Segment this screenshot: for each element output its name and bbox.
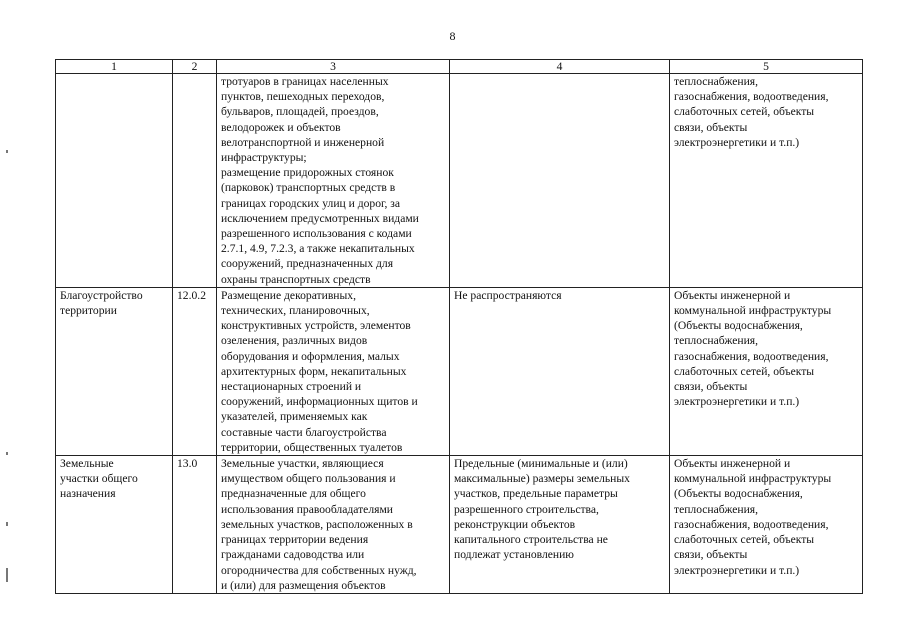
table-row — [56, 456, 863, 594]
infrastructure-cell: теплоснабжения, газоснабжения, водоотведения, слаботочных сетей, объекты связи, объекты электроэнергетики и т.п.) — [670, 74, 863, 288]
table-row — [56, 74, 863, 288]
limit-parameters-cell: Не распространяются — [450, 287, 670, 455]
use-type-code-cell: 13.0 — [173, 456, 217, 594]
limit-parameters-cell — [450, 74, 670, 288]
use-type-description-cell: Размещение декоративных, технических, планировочных, конструктивных устройств, элементов озеленения, различных видов оборудования и оформления, малых архитектурных форм, некапитальных нестационарных строений и сооружений, информационных щитов и указателей, применяемых как составные части благоустройства территории, общественных туалетов — [217, 287, 450, 455]
use-type-name-cell — [56, 74, 173, 288]
use-type-description-cell: тротуаров в границах населенных пунктов, пешеходных переходов, бульваров, площадей, проездов, велодорожек и объектов велотранспортной и инженерной инфраструктуры; размещение придорожных стоянок (парковок) транспортных средств в границах городских улиц и дорог, за исключением предусмотренных видами разрешенного использования с кодами 2.7.1, 4.9, 7.2.3, а также некапитальных сооружений, предназначенных для охраны транспортных средств — [217, 74, 450, 288]
page-number: 8 — [449, 29, 456, 43]
land-use-table — [55, 59, 863, 594]
use-type-description-cell: Земельные участки, являющиеся имуществом общего пользования и предназначенные для общего использования правообладателями земельных участков, расположенных в границах территории ведения гражданами садоводства или огородничества для собственных нужд, и (или) для размещения объектов — [217, 456, 450, 594]
column-number-3: 3 — [217, 60, 450, 74]
column-number-row — [56, 60, 863, 74]
use-type-code-cell — [173, 74, 217, 288]
use-type-name-cell: Благоустройство территории — [56, 287, 173, 455]
infrastructure-cell: Объекты инженерной и коммунальной инфраструктуры (Объекты водоснабжения, теплоснабжения, газоснабжения, водоотведения, слаботочных сетей, объекты связи, объекты электроэнергетики и т.п.) — [670, 287, 863, 455]
infrastructure-cell: Объекты инженерной и коммунальной инфраструктуры (Объекты водоснабжения, теплоснабжения, газоснабжения, водоотведения, слаботочных сетей, объекты связи, объекты электроэнергетики и т.п.) — [670, 456, 863, 594]
use-type-code-cell: 12.0.2 — [173, 287, 217, 455]
scan-margin-mark — [6, 452, 8, 455]
use-type-name-cell: Земельные участки общего назначения — [56, 456, 173, 594]
scan-margin-mark — [6, 150, 8, 153]
limit-parameters-cell: Предельные (минимальные и (или) максимальные) размеры земельных участков, предельные параметры разрешенного строительства, реконструкции объектов капитального строительства не подлежат установлению — [450, 456, 670, 594]
column-number-2: 2 — [173, 60, 217, 74]
column-number-5: 5 — [670, 60, 863, 74]
column-number-4: 4 — [450, 60, 670, 74]
scan-margin-mark — [6, 568, 8, 582]
column-number-1: 1 — [56, 60, 173, 74]
scan-margin-mark — [6, 522, 8, 526]
table-row — [56, 287, 863, 455]
